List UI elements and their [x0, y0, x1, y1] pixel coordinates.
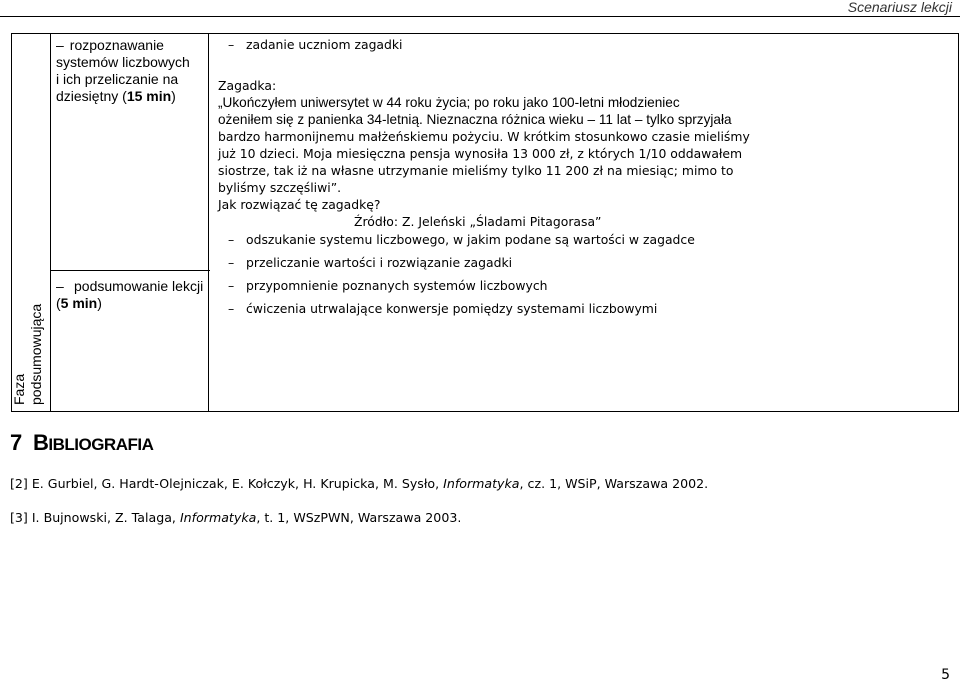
dash-icon: –: [228, 37, 235, 52]
phase-line: podsumowanie lekcji: [74, 278, 204, 294]
section-heading: [10, 430, 153, 456]
dash-icon: –: [228, 278, 235, 293]
table-divider: [208, 34, 209, 411]
riddle-line: „Ukończyłem uniwersytet w 44 roku życia; po roku jako 100-letni młodzieniec: [218, 95, 680, 110]
phase-time: 5 min: [60, 295, 98, 311]
riddle-line: bardzo harmonijnemu małżeńskiemu pożyciu. W krótkim stosunkowo czasie mieliśmy: [218, 129, 750, 144]
riddle-label: Zagadka:: [218, 78, 277, 93]
first-item-text: zadanie uczniom zagadki: [246, 37, 403, 52]
phase-label-vertical: Faza podsumowująca: [11, 303, 44, 405]
riddle-line: byliśmy szczęśliwi”.: [218, 180, 342, 195]
riddle-line: już 10 dzieci. Moja miesięczna pensja wynosiła 13 000 zł, z których 1/10 oddawałem: [218, 146, 743, 161]
table-row-divider: [50, 270, 210, 271]
bibliography-item: [3] I. Bujnowski, Z. Talaga, Informatyka, t. 1, WSzPWN, Warszawa 2003.: [10, 510, 462, 525]
dash-icon: –: [56, 37, 64, 53]
dash-icon: –: [228, 301, 235, 316]
phase-line: ): [171, 88, 176, 104]
phase-line: dziesiętny (: [56, 88, 127, 104]
page-number: 5: [941, 667, 950, 683]
riddle-line: ożeniłem się z panienka 34-letnią. Nieznaczna różnica wieku – 11 lat – tylko sprzyjała: [218, 112, 732, 127]
book-title: Informatyka: [179, 510, 257, 525]
dash-icon: –: [228, 232, 235, 247]
section-title-rest: IBLIOGRAFIA: [48, 435, 154, 454]
riddle-question: Jak rozwiązać tę zagadkę?: [218, 197, 381, 212]
phase-cell-row1: [56, 37, 190, 105]
dash-icon: –: [56, 278, 64, 294]
header-rule: [0, 16, 960, 17]
phase-line: (: [56, 295, 61, 311]
phase-line: ): [97, 295, 102, 311]
phase-line: i ich przeliczanie na: [56, 71, 179, 87]
book-title: Informatyka: [443, 476, 520, 491]
table-divider: [50, 34, 51, 411]
riddle-block: [218, 77, 750, 230]
bibliography-item: [2] E. Gurbiel, G. Hardt-Olejniczak, E. Kołczyk, H. Krupicka, M. Sysło, Informatyka, cz. 1, WSiP, Warszawa 2002.: [10, 476, 709, 491]
phase-line: systemów liczbowych: [56, 54, 190, 70]
riddle-source: Źródło: Z. Jeleński „Śladami Pitagorasa”: [354, 214, 602, 229]
section-title-first: B: [32, 430, 49, 455]
riddle-line: siostrze, tak iż na własne utrzymanie mieliśmy tylko 11 200 zł na miesiąc; mimo to: [218, 163, 734, 178]
phase-line: rozpoznawanie: [69, 37, 164, 53]
phase-cell-row2: [56, 278, 203, 312]
section-number: 7: [10, 430, 22, 455]
phase-time: 15 min: [126, 88, 172, 104]
dash-icon: –: [228, 255, 235, 270]
header-title: Scenariusz lekcji: [847, 0, 952, 15]
